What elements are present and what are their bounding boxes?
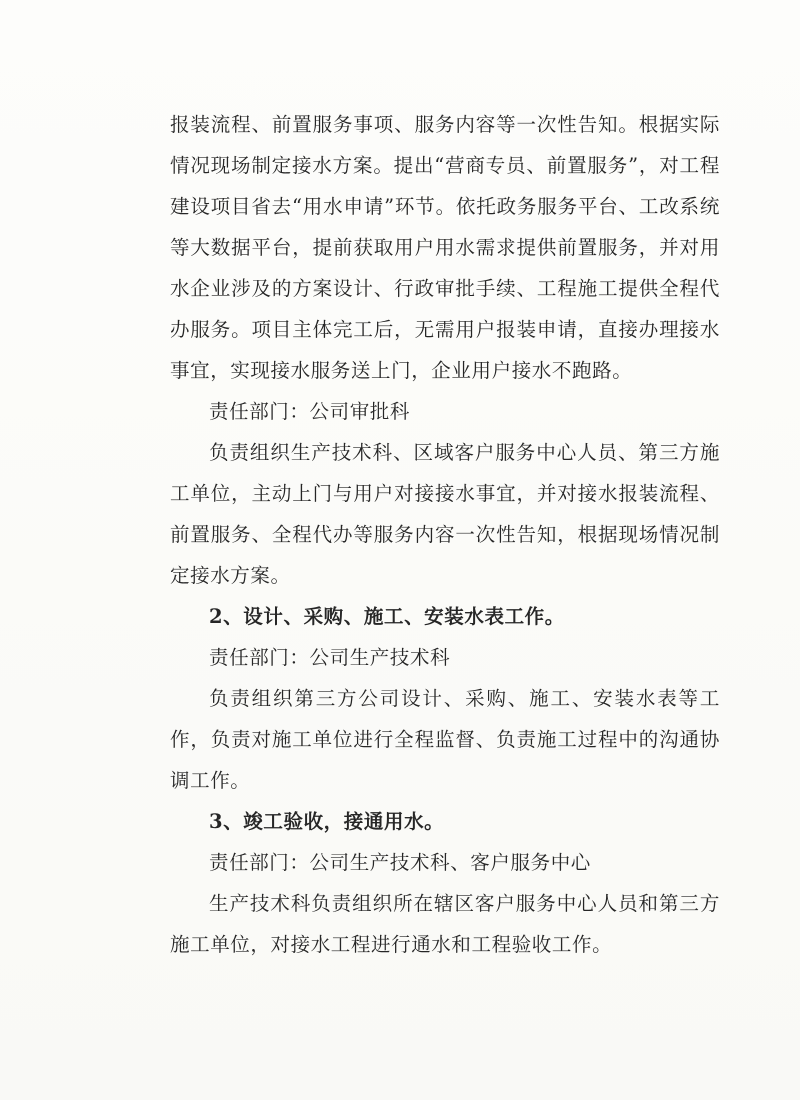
paragraph-acceptance-duties: 生产技术科负责组织所在辖区客户服务中心人员和第三方施工单位，对接水工程进行通水和工程验收工作。 <box>170 892 720 956</box>
section-heading-3: 3、竣工验收，接通用水。 <box>209 810 445 833</box>
paragraph-continued-intro: 报装流程、前置服务事项、服务内容等一次性告知。根据实际情况现场制定接水方案。提出“营商专员、前置服务”，对工程建设项目省去“用水申请”环节。依托政务服务平台、工改系统等大数据平台，提前获取用户用水需求提供前置服务，并对用水企业涉及的方案设计、行政审批手续、工程施工提供全程代办服务。项目主体完工后，无需用户报装申请，直接办理接水事宜，实现接水服务送上门，企业用户接水不跑路。 <box>170 113 720 382</box>
responsible-dept-production-service: 责任部门：公司生产技术科、客户服务中心 <box>209 851 591 874</box>
responsible-dept-approval: 责任部门：公司审批科 <box>209 400 411 423</box>
paragraph-production-duties: 负责组织第三方公司设计、采购、施工、安装水表等工作，负责对施工单位进行全程监督、负责施工过程中的沟通协调工作。 <box>170 687 720 792</box>
responsible-dept-production: 责任部门：公司生产技术科 <box>209 646 451 669</box>
paragraph-approval-duties: 负责组织生产技术科、区域客户服务中心人员、第三方施工单位，主动上门与用户对接接水事宜，并对接水报装流程、前置服务、全程代办等服务内容一次性告知，根据现场情况制定接水方案。 <box>170 441 720 587</box>
document-body <box>170 104 720 965</box>
section-heading-2: 2、设计、采购、施工、安装水表工作。 <box>209 605 565 628</box>
